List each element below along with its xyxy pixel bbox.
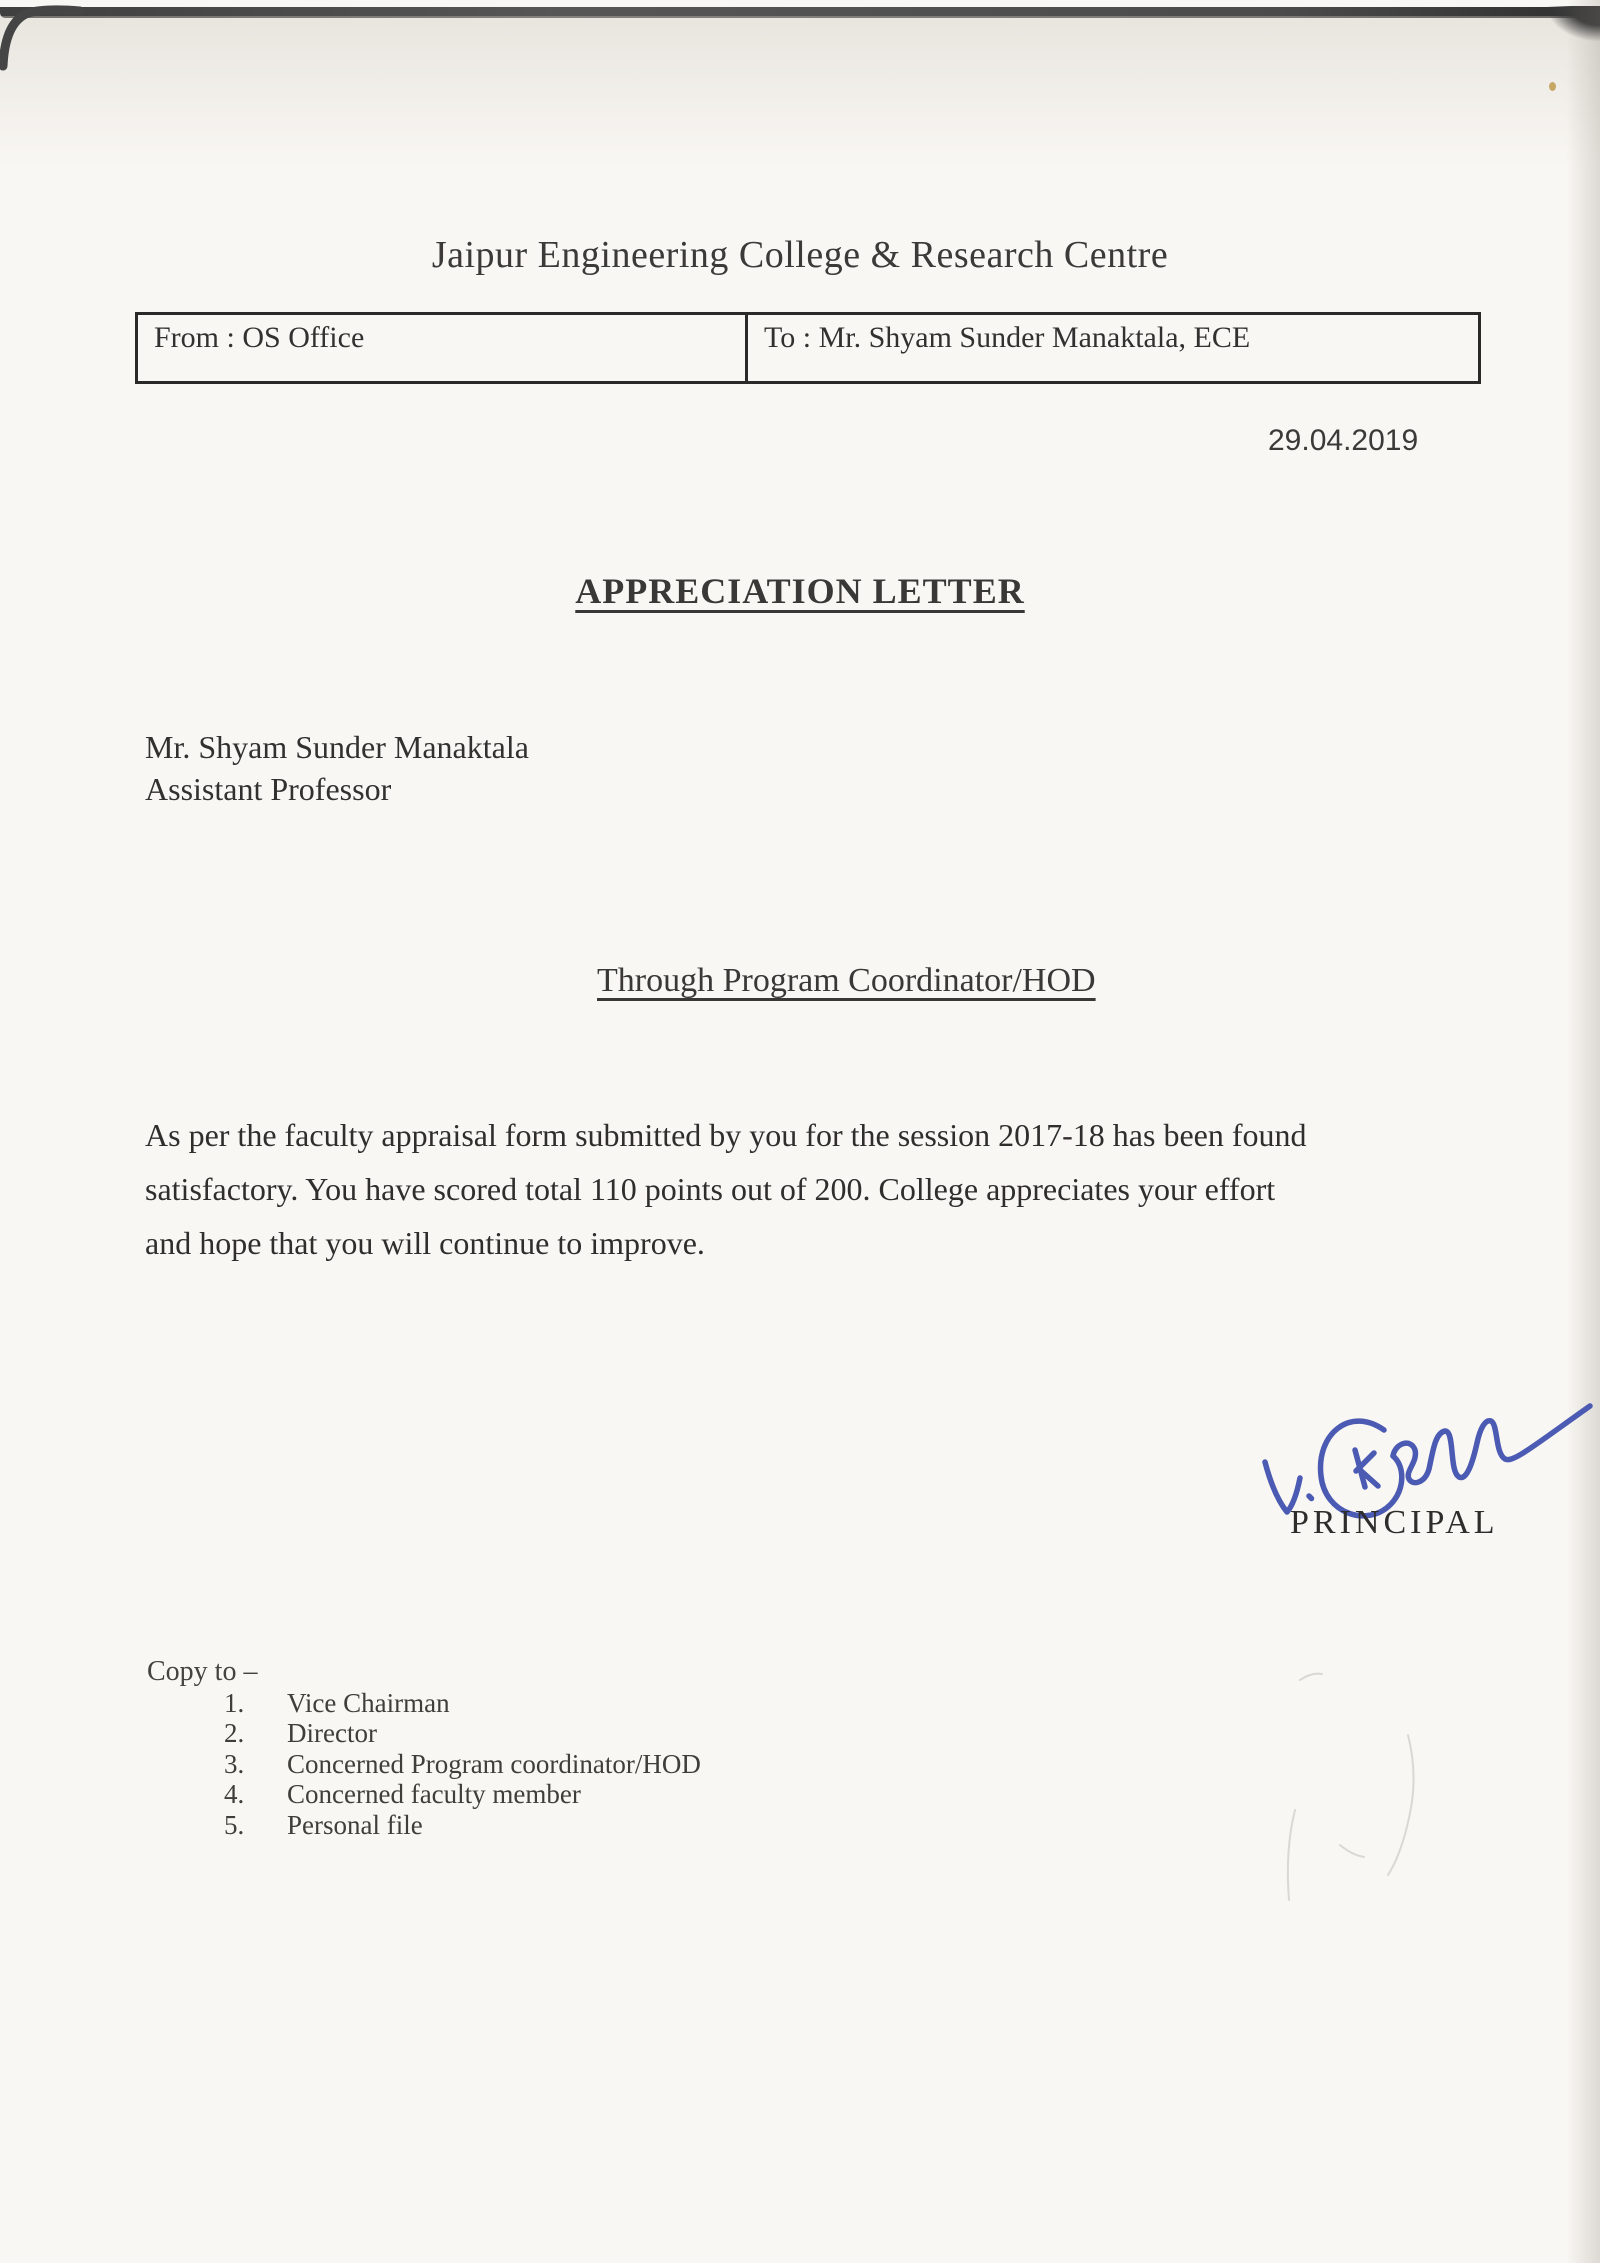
principal-label: PRINCIPAL (1290, 1504, 1499, 1541)
body-line-2: satisfactory. You have scored total 110 points out of 200. College appreciates your effort (145, 1171, 1276, 1207)
scan-scratch-marks (1240, 1640, 1460, 1960)
copy-to-item (224, 1779, 701, 1809)
copy-item-text: Concerned Program coordinator/HOD (287, 1748, 701, 1779)
letter-heading: APPRECIATION LETTER (575, 571, 1025, 611)
letter-date: 29.04.2019 (1268, 424, 1419, 457)
body-line-1: As per the faculty appraisal form submitted by you for the session 2017-18 has been found (145, 1117, 1307, 1153)
copy-item-number: 1. (224, 1688, 245, 1718)
copy-item-text: Vice Chairman (287, 1688, 450, 1718)
copy-item-text: Concerned faculty member (287, 1779, 581, 1810)
recipient-name: Mr. Shyam Sunder Manaktala (145, 729, 529, 765)
copy-to-list (224, 1688, 701, 1840)
scan-corner-curve (0, 0, 90, 80)
institution-title: Jaipur Engineering College & Research Centre (431, 234, 1169, 276)
recipient-designation: Assistant Professor (145, 771, 392, 807)
copy-item-number: 4. (224, 1779, 245, 1810)
body-line-3: and hope that you will continue to improve. (145, 1225, 705, 1261)
copy-to-item (224, 1688, 701, 1718)
to-cell: To : Mr. Shyam Sunder Manaktala, ECE (764, 321, 1251, 354)
scan-top-shadow (0, 16, 1600, 166)
scan-right-shadow (1566, 0, 1600, 2263)
from-to-table (135, 312, 1481, 384)
copy-to-item (224, 1749, 701, 1779)
letter-body (145, 1108, 1495, 1270)
copy-item-number: 2. (224, 1718, 245, 1749)
copy-to-item (224, 1810, 701, 1840)
from-cell: From : OS Office (138, 315, 748, 381)
copy-item-text: Personal file (287, 1809, 423, 1840)
copy-item-text: Director (287, 1718, 377, 1749)
through-line: Through Program Coordinator/HOD (597, 962, 1096, 999)
copy-item-number: 5. (224, 1809, 245, 1840)
copy-to-item (224, 1718, 701, 1748)
scan-speck (1549, 82, 1556, 91)
copy-to-label: Copy to – (147, 1656, 258, 1687)
copy-item-number: 3. (224, 1748, 245, 1779)
